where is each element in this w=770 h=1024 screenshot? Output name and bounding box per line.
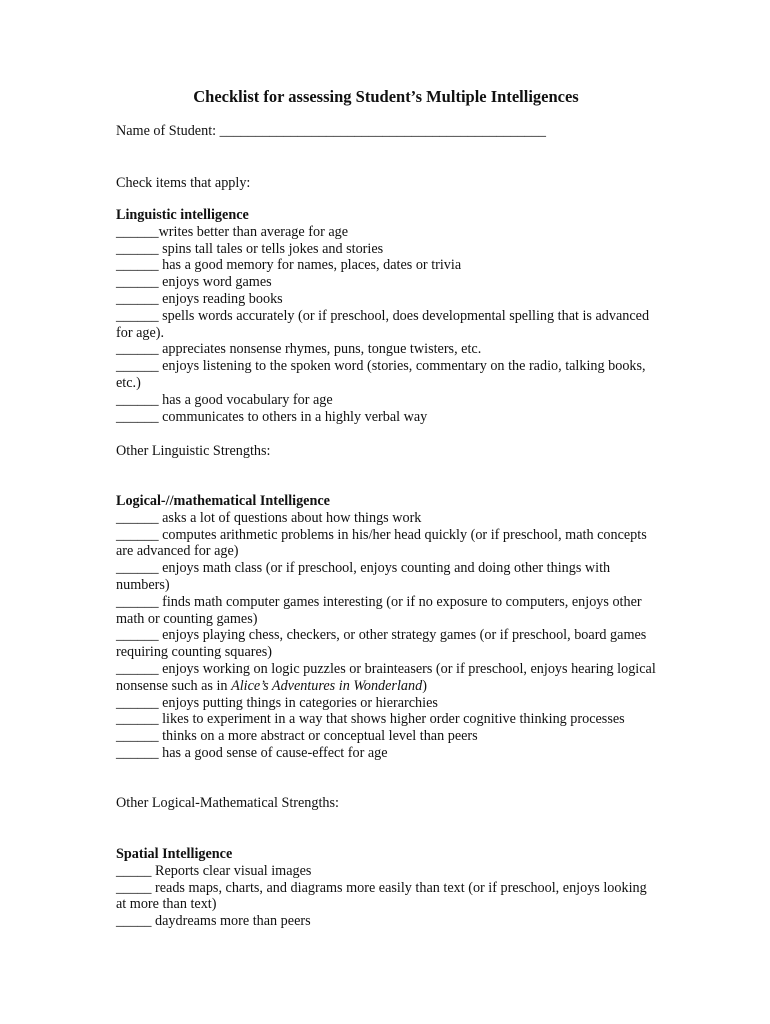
logical-item (116, 661, 656, 695)
logical-item: ______ finds math computer games interesting (or if no exposure to computers, enjoys other math or counting games) (116, 593, 642, 627)
linguistic-item: ______ appreciates nonsense rhymes, puns, tongue twisters, etc. (116, 341, 482, 358)
logical-item: ______ computes arithmetic problems in his/her head quickly (or if preschool, math concepts are advanced for age) (116, 526, 647, 560)
logical-heading: Logical-//mathematical Intelligence (116, 493, 330, 509)
linguistic-heading: Linguistic intelligence (116, 207, 249, 223)
linguistic-item: ______ enjoys word games (116, 274, 272, 291)
linguistic-item: ______ spells words accurately (or if preschool, does developmental spelling that is advanced for age). (116, 307, 650, 341)
linguistic-item: ______ has a good vocabulary for age (116, 391, 333, 408)
logical-item: ______ likes to experiment in a way that shows higher order cognitive thinking processes (116, 711, 625, 728)
logical-item: ______ enjoys math class (or if preschool, enjoys counting and doing other things with numbers) (116, 560, 611, 593)
linguistic-item: ______ has a good memory for names, places, dates or trivia (116, 257, 462, 274)
spatial-item: _____ reads maps, charts, and diagrams more easily than text (or if preschool, enjoys looking at more than text) (116, 879, 647, 913)
student-name-line: Name of Student: ______________________________________________ (116, 123, 546, 139)
book-title: Alice’s Adventures in Wonderland (231, 677, 423, 694)
logical-item: ______ asks a lot of questions about how things work (116, 509, 422, 526)
closing-paren: ) (422, 677, 427, 694)
logical-item-text: ______ enjoys working on logic puzzles or brainteasers (or if preschool, enjoys hearing logical nonsense such as in (116, 660, 656, 694)
other-linguistic-strengths: Other Linguistic Strengths: (116, 443, 271, 459)
logical-item: ______ enjoys putting things in categories or hierarchies (116, 694, 438, 711)
instructions-text: Check items that apply: (116, 175, 251, 191)
logical-item: ______ has a good sense of cause-effect for age (116, 744, 388, 761)
spatial-item: _____ daydreams more than peers (116, 913, 311, 930)
linguistic-item: ______ enjoys reading books (116, 290, 283, 307)
linguistic-section (116, 207, 656, 425)
spatial-section (116, 846, 656, 930)
logical-item: ______ thinks on a more abstract or conceptual level than peers (116, 728, 478, 745)
spatial-heading: Spatial Intelligence (116, 846, 233, 862)
linguistic-item: ______writes better than average for age (116, 223, 349, 240)
linguistic-item: ______ spins tall tales or tells jokes and stories (116, 240, 384, 257)
spatial-item: _____ Reports clear visual images (116, 862, 312, 879)
document-title: Checklist for assessing Student’s Multiple Intelligences (193, 87, 579, 106)
linguistic-item: ______ communicates to others in a highly verbal way (116, 408, 428, 425)
logical-section (116, 493, 656, 762)
other-logical-strengths: Other Logical-Mathematical Strengths: (116, 795, 339, 811)
linguistic-item: ______ enjoys listening to the spoken word (stories, commentary on the radio, talking books, etc.) (116, 358, 646, 391)
logical-item: ______ enjoys playing chess, checkers, or other strategy games (or if preschool, board games requiring counting squares) (116, 627, 647, 661)
